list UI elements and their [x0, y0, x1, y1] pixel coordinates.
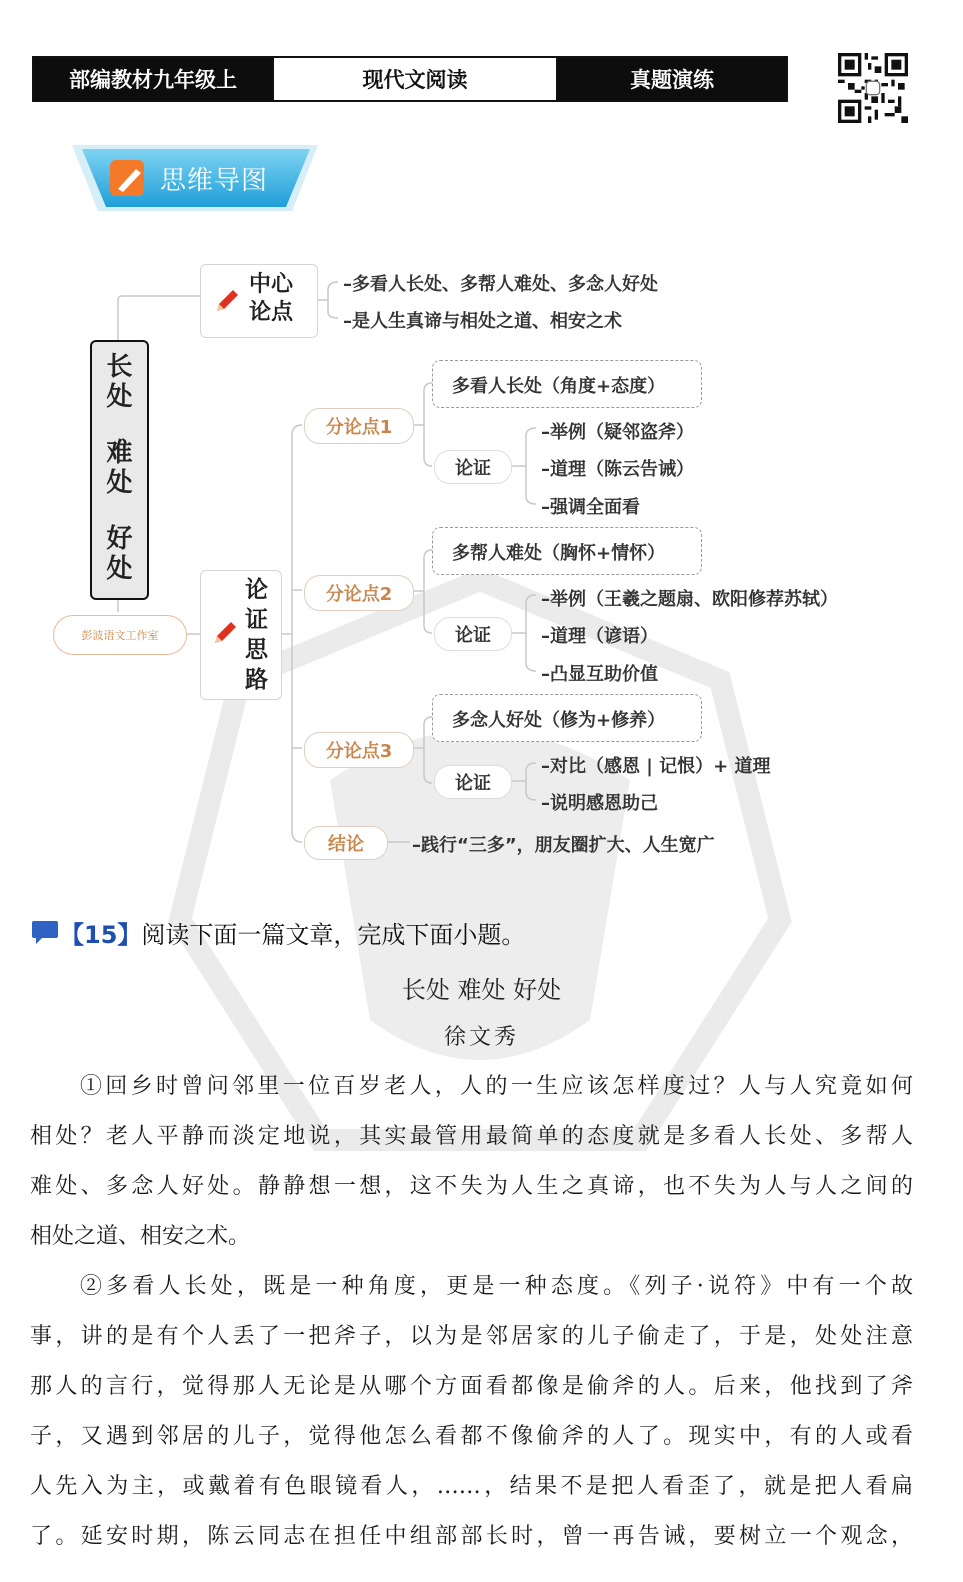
text-line: 人先入为主，或戴着有色眼镜看人，……，结果不是把人看歪了，就是把人看扁: [30, 1474, 913, 1499]
argument-label-char: 证: [245, 607, 268, 633]
paragraph-2: [30, 1262, 913, 1562]
center-label-line: 论点: [249, 300, 294, 325]
proof-item: –道理（谚语）: [541, 626, 658, 647]
header-grade: 部编教材九年级上: [34, 58, 272, 100]
article-title: 长处 难处 好处: [401, 976, 562, 1004]
root-char: 长: [106, 352, 133, 382]
header-subject: 现代文阅读: [272, 58, 558, 100]
root-char: 难: [106, 438, 133, 468]
header-section: 真题演练: [558, 58, 786, 100]
sub-point-3: 分论点3: [304, 732, 414, 768]
text-line: ②多看人长处，既是一种角度，更是一种态度。《列子·说符》中有一个故: [80, 1274, 913, 1299]
conclusion-label: 结论: [304, 826, 388, 860]
qr-code-icon[interactable]: [838, 53, 908, 123]
text-line: 相处之道、相安之术。: [30, 1224, 251, 1249]
center-item: –多看人长处、多帮人难处、多念人好处: [343, 274, 658, 295]
root-char: 处: [106, 554, 133, 584]
proof-item: –凸显互助价值: [541, 664, 658, 685]
argument-label-char: 路: [245, 667, 268, 693]
question-prompt: [30, 915, 525, 950]
question-number: 【15】: [60, 921, 142, 949]
proof-item: –举例（疑邻盗斧）: [541, 422, 694, 443]
argument-label-char: 论: [245, 577, 268, 603]
center-label-line: 中心: [249, 272, 294, 297]
proof-item: –对比（感恩 | 记恨）+ 道理: [541, 756, 771, 777]
text-line: 相处？老人平静而淡定地说，其实最管用最简单的态度就是多看人长处、多帮人: [30, 1124, 913, 1149]
studio-label: 彭波语文工作室: [53, 615, 187, 655]
header-bar: [32, 56, 788, 102]
proof-label-2: 论证: [434, 617, 512, 651]
article-author: 徐文秀: [443, 1025, 519, 1050]
center-item: –是人生真谛与相处之道、相安之术: [343, 311, 622, 332]
sub-point-2: 分论点2: [304, 575, 414, 611]
mindmap-root-node: [90, 340, 149, 600]
text-line: 了。延安时期，陈云同志在担任中组部部长时，曾一再告诫，要树立一个观念，: [30, 1524, 913, 1549]
proof-label-1: 论证: [434, 450, 512, 484]
sub-point-1: 分论点1: [304, 408, 414, 444]
root-char: 好: [106, 524, 133, 554]
paragraph-1: [30, 1062, 913, 1262]
center-thesis-node: [200, 264, 318, 338]
argument-label-char: 思: [245, 637, 268, 663]
text-line: 子，又遇到邻居的儿子，觉得他怎么看都不像偷斧的人了。现实中，有的人或看: [30, 1424, 913, 1449]
conclusion-text: –践行“三多”，朋友圈扩大、人生宽广: [412, 835, 715, 856]
claim-text-2: 多帮人难处（胸怀+情怀）: [452, 543, 666, 564]
claim-text-3: 多念人好处（修为+修养）: [452, 710, 666, 731]
text-line: ①回乡时曾问邻里一位百岁老人，人的一生应该怎样度过？人与人究竟如何: [80, 1074, 913, 1099]
chat-bubble-icon: [30, 920, 60, 946]
root-char: 处: [106, 382, 133, 412]
proof-item: –举例（王羲之题扇、欧阳修荐苏轼）: [541, 589, 838, 610]
claim-text-1: 多看人长处（角度+态度）: [452, 376, 666, 397]
text-line: 难处、多念人好处。静静想一想，这不失为人生之真谛，也不失为人与人之间的: [30, 1174, 913, 1199]
proof-label-3: 论证: [434, 765, 512, 799]
root-char: 处: [106, 468, 133, 498]
proof-item: –强调全面看: [541, 497, 640, 518]
text-line: 那人的言行，觉得那人无论是从哪个方面看都像是偷斧的人。后来，他找到了斧: [30, 1374, 913, 1399]
text-line: 事，讲的是有个人丢了一把斧子，以为是邻居家的儿子偷走了，于是，处处注意: [30, 1324, 913, 1349]
argument-path-node: [200, 570, 282, 700]
pencil-icon: [211, 619, 239, 647]
pencil-icon: [213, 287, 241, 315]
proof-item: –说明感恩助己: [541, 793, 658, 814]
question-text: 阅读下面一篇文章，完成下面小题。: [141, 921, 526, 949]
banner-label: 思维导图: [160, 166, 269, 196]
proof-item: –道理（陈云告诫）: [541, 459, 694, 480]
